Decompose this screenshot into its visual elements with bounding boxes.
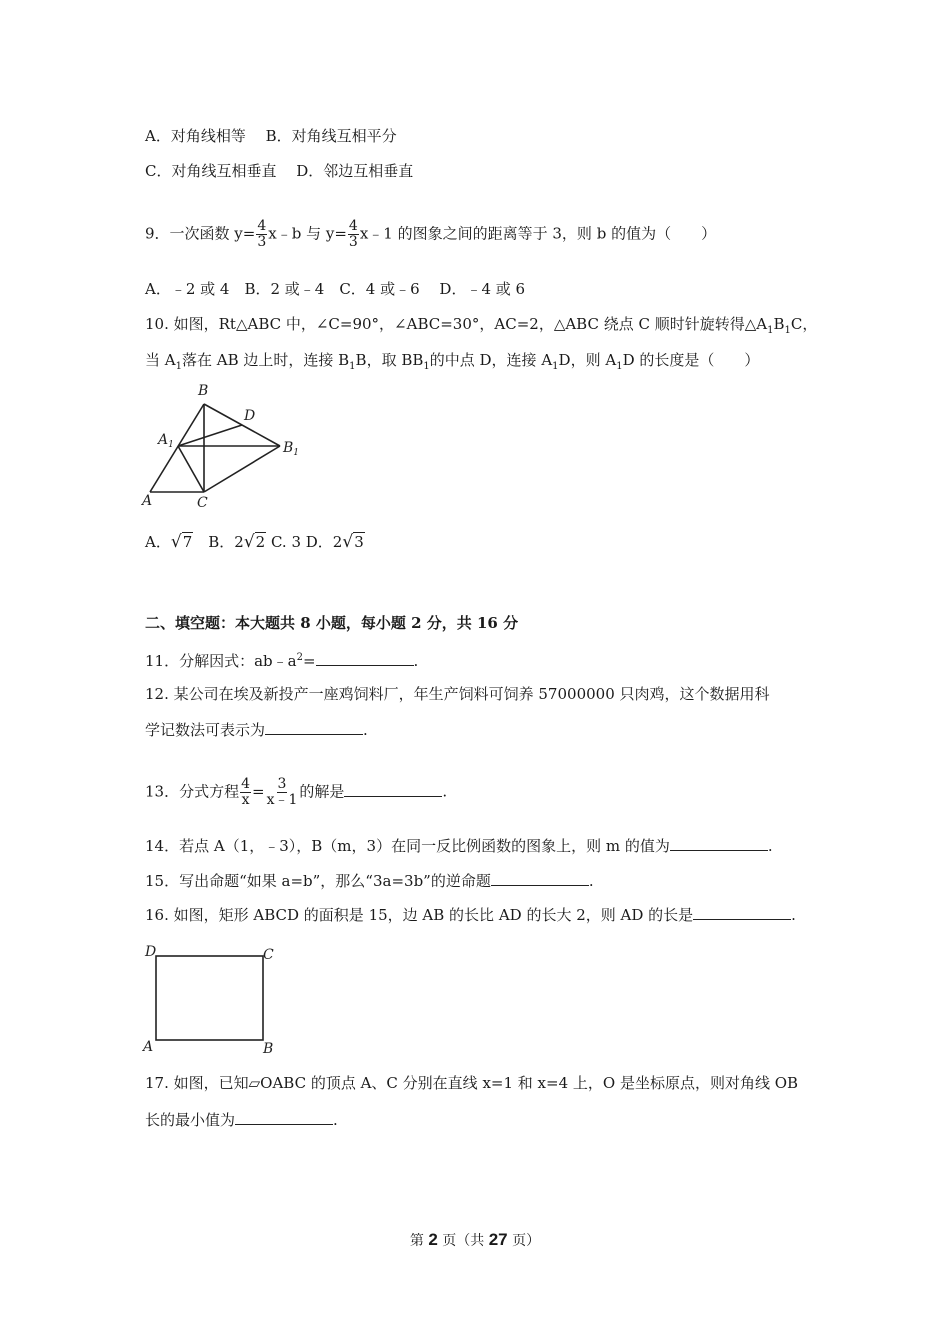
q10-stem-line1: 10. 如图，Rt△ABC 中，∠C=90°，∠ABC=30°，AC=2，△ABC 绕点 C 顺时针旋转得$\triangle A_1B_1C$， [145, 315, 818, 336]
page-footer: 第 2 页（共 27 页） [409, 1230, 541, 1249]
fraction: $\frac{4}{x}$ [241, 776, 251, 808]
q10-stem-line2: 当 $A_1$落在 AB 边上时，连接 $B_1B$，取 $BB_1$的中点 D，连接 $A_1D$，则 $A_1D$ 的长度是（ ） [145, 351, 760, 372]
label-C: C [197, 495, 208, 510]
label-A1: $A_1$ [158, 432, 174, 450]
label-B: B [263, 1041, 274, 1057]
section-heading: 二、填空题：本大题共 8 小题，每小题 2 分，共 16 分 [145, 614, 519, 632]
q8-options-line1: A．对角线相等 B．对角线互相平分 [145, 127, 397, 145]
q13: 13．分式方程 $\frac{4}{x}$ = $\frac{3}{x﹣1}$ 的解是 . [145, 776, 448, 808]
q9-options: A．﹣2 或 4 B．2 或﹣4 C．4 或﹣6 D．﹣4 或 6 [145, 280, 526, 298]
q15: 15．写出命题“如果 a=b”，那么“3a=3b”的逆命题 . [145, 872, 594, 890]
q17-line2: 长的最小值为 . [145, 1111, 338, 1129]
label-C: C [263, 947, 274, 963]
answer-blank[interactable] [693, 905, 791, 920]
label-D: D [244, 408, 256, 424]
q10-options: A．√7 B．2√2 C. 3 D．2√3 [145, 532, 364, 552]
label-D: D [145, 944, 157, 960]
label-A: A [143, 1039, 154, 1055]
q12-line2: 学记数法可表示为 . [145, 721, 368, 739]
answer-blank[interactable] [316, 651, 414, 666]
q16: 16. 如图，矩形 ABCD 的面积是 15，边 AB 的长比 AD 的长大 2，则 AD 的长是 . [145, 906, 796, 924]
q14: 14．若点 A（1，﹣3），B（m，3）在同一反比例函数的图象上，则 m 的值为 . [145, 837, 773, 855]
label-B: B [198, 383, 209, 399]
label-B1: $B_1$ [283, 440, 300, 458]
sqrt: √3 [342, 532, 364, 552]
label-A: A [142, 493, 153, 509]
sqrt: √2 [243, 532, 266, 552]
sqrt: √7 [170, 532, 193, 552]
q16-rectangle-figure [140, 940, 285, 1058]
q10-triangle-figure [140, 378, 310, 510]
q8-options-line2: C．对角线互相垂直 D．邻边互相垂直 [145, 162, 414, 180]
answer-blank[interactable] [670, 836, 768, 851]
fraction: $\frac{4}{3}$ [257, 218, 267, 250]
q9-stem: 9．一次函数 y= $\frac{4}{3}$ x﹣b 与 y= $\frac{4}{3}$ x﹣1 的图象之间的距离等于 3，则 b 的值为（ ） [145, 218, 717, 250]
q17-line1: 17. 如图，已知▱OABC 的顶点 A、C 分别在直线 x=1 和 x=4 上，O 是坐标原点，则对角线 OB [145, 1074, 799, 1092]
q11: 11．分解因式：$ab﹣a^2=$ . [145, 652, 419, 670]
answer-blank[interactable] [491, 871, 589, 886]
answer-blank[interactable] [265, 720, 363, 735]
fraction: $\frac{3}{x﹣1}$ [266, 776, 298, 808]
q12-line1: 12. 某公司在埃及新投产一座鸡饲料厂，年生产饲料可饲养 57000000 只肉鸡，这个数据用科 [145, 685, 770, 703]
fraction: $\frac{4}{3}$ [348, 218, 358, 250]
answer-blank[interactable] [235, 1110, 333, 1125]
answer-blank[interactable] [344, 782, 442, 797]
